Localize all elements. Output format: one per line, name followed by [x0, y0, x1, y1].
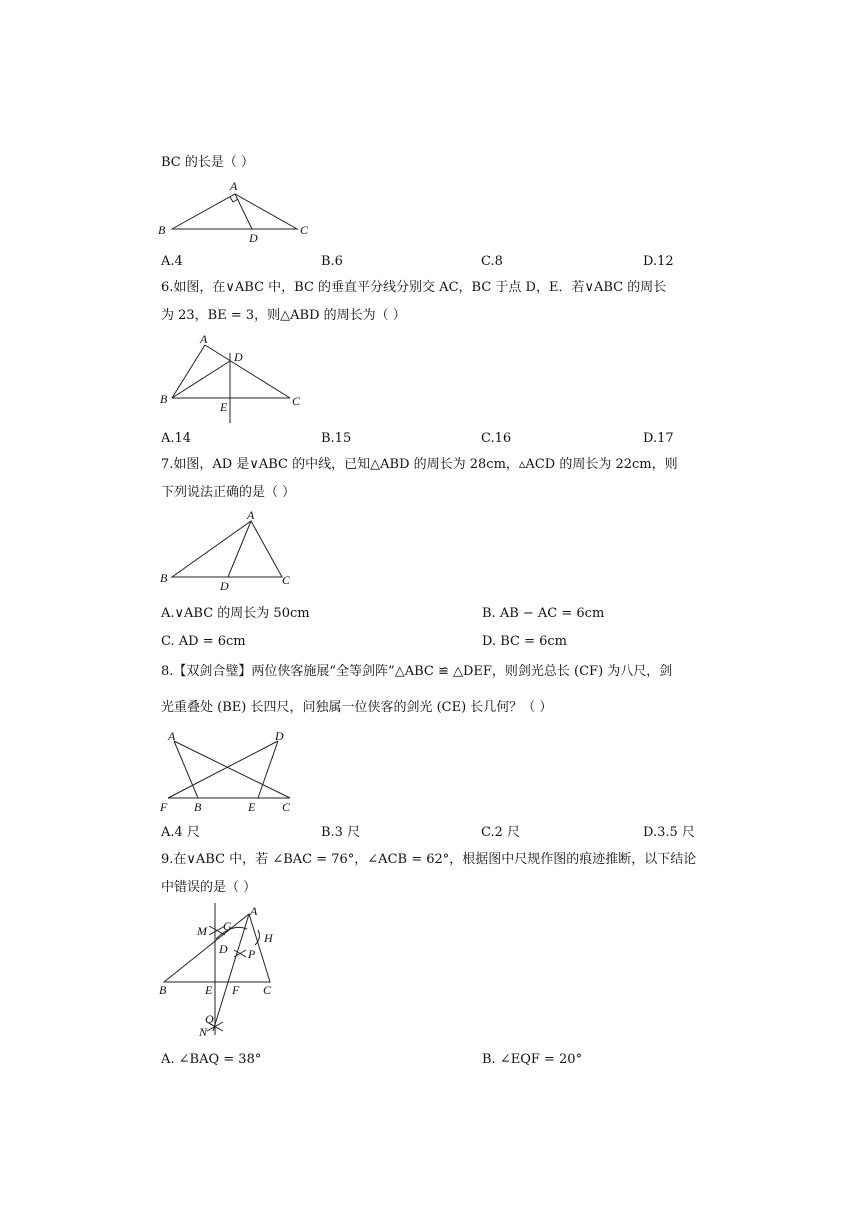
q7-figure [150, 508, 320, 593]
q5-stem: BC 的长是（ ） [161, 155, 255, 170]
q7-option-d[interactable]: D. BC = 6cm [482, 634, 568, 649]
q7-label-C: C [282, 573, 291, 587]
q5-option-a[interactable]: A.4 [161, 254, 183, 269]
q9-label-C: C [263, 983, 272, 997]
q6-stem-line1: 6.如图，在∨ABC 中，BC 的垂直平分线分别交 AC，BC 于点 D，E．若∨ABC 的周长 [161, 280, 667, 295]
q7-label-B: B [160, 571, 168, 585]
q9-label-F: F [232, 983, 240, 997]
q9-label-D: D [219, 942, 228, 956]
q9-label-P: P [248, 947, 256, 961]
q9-label-E: E [205, 983, 213, 997]
q7-label-A: A [247, 508, 255, 522]
q7-label-D: D [220, 579, 229, 593]
q8-label-D: D [275, 729, 284, 743]
q7-stem-line2: 下列说法正确的是（ ） [161, 485, 296, 500]
q9-label-B: B [159, 983, 167, 997]
q5-option-d[interactable]: D.12 [643, 254, 674, 269]
q5-option-b[interactable]: B.6 [321, 254, 343, 269]
q6-stem-line2: 为 23，BE = 3，则△ABD 的周长为（ ） [161, 308, 406, 323]
q6-figure [150, 333, 310, 428]
q8-option-a[interactable]: A.4 尺 [161, 825, 200, 840]
q8-label-B: B [194, 800, 202, 814]
q9-label-Q: Q [205, 1012, 214, 1026]
q6-option-b[interactable]: B.15 [321, 431, 352, 446]
q9-label-M: M [197, 924, 207, 938]
q8-figure [150, 728, 310, 818]
q9-stem-line2: 中错误的是（ ） [161, 880, 257, 895]
q9-option-b[interactable]: B. ∠EQF = 20° [482, 1052, 583, 1067]
q6-option-d[interactable]: D.17 [643, 431, 674, 446]
q8-stem-line2: 光重叠处 (BE) 长四尺，问独属一位侠客的剑光 (CE) 长几何？（ ） [161, 700, 553, 715]
q9-label-A: A [250, 904, 258, 918]
q5-label-B: B [158, 223, 166, 237]
q8-stem-line1: 8.【双剑合璧】两位侠客施展“全等剑阵”△ABC ≌ △DEF，则剑光总长 (CF) 为八尺，剑 [161, 664, 673, 679]
q6-option-a[interactable]: A.14 [161, 431, 192, 446]
q6-label-D: D [234, 350, 243, 364]
q9-stem-line1: 9.在∨ABC 中，若 ∠BAC = 76°，∠ACB = 62°，根据图中尺规作图的痕迹推断，以下结论 [161, 852, 697, 867]
q5-option-c[interactable]: C.8 [481, 254, 503, 269]
q7-option-b[interactable]: B. AB − AC = 6cm [482, 606, 605, 621]
q6-label-E: E [220, 400, 228, 414]
q5-label-A: A [230, 179, 238, 193]
q8-option-d[interactable]: D.3.5 尺 [643, 825, 695, 840]
q7-stem-line1: 7.如图，AD 是∨ABC 的中线，已知△ABD 的周长为 28cm，▵ACD 的周长为 22cm，则 [161, 457, 678, 472]
q9-label-G: G [223, 919, 232, 933]
q8-option-c[interactable]: C.2 尺 [481, 825, 521, 840]
q8-label-A: A [168, 729, 176, 743]
q7-option-a[interactable]: A.∨ABC 的周长为 50cm [161, 606, 310, 621]
q9-option-a[interactable]: A. ∠BAQ = 38° [161, 1052, 262, 1067]
q9-figure [150, 903, 290, 1043]
q8-option-b[interactable]: B.3 尺 [321, 825, 361, 840]
q5-label-D: D [249, 231, 258, 245]
q5-figure [150, 180, 320, 245]
q6-label-A: A [200, 332, 208, 346]
q9-label-H: H [264, 931, 273, 945]
q6-label-C: C [292, 394, 301, 408]
q5-label-C: C [300, 223, 309, 237]
q8-label-C: C [282, 800, 291, 814]
q6-label-B: B [160, 392, 168, 406]
q8-label-E: E [248, 800, 256, 814]
q7-option-c[interactable]: C. AD = 6cm [161, 634, 246, 649]
q9-label-N: N [199, 1025, 208, 1039]
q6-option-c[interactable]: C.16 [481, 431, 512, 446]
q8-label-F: F [160, 800, 168, 814]
